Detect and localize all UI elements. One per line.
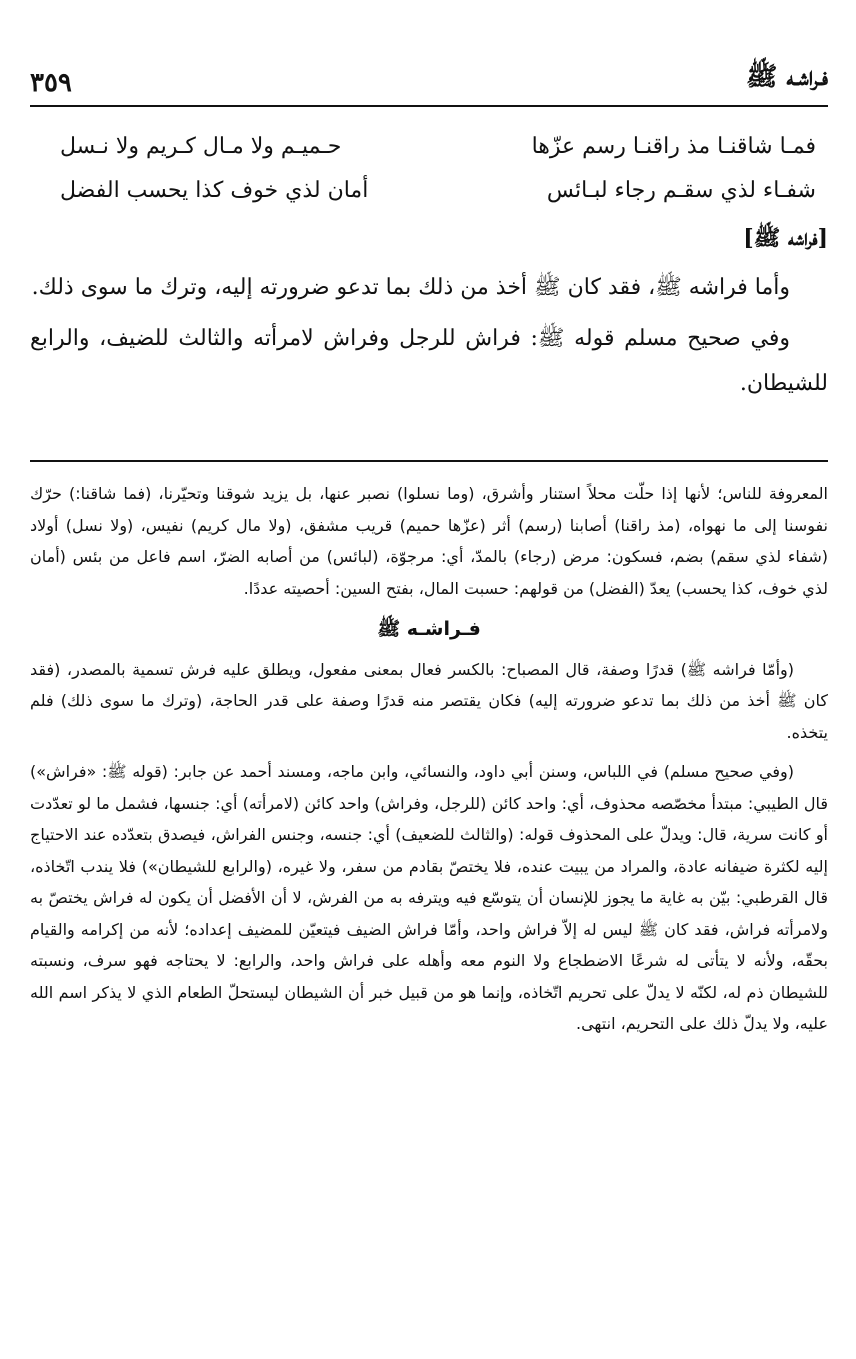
verse-line xyxy=(60,125,816,169)
verse-first-hemistich: فمـا شاقنـا مذ راقنـا رسم عزّها xyxy=(531,134,816,159)
verse-second-hemistich: أمان لذي خوف كذا يحسب الفضل xyxy=(60,178,369,203)
poem-block xyxy=(60,125,816,213)
commentary-section-heading: فـراشـه ﷺ xyxy=(377,618,481,640)
main-text xyxy=(30,216,828,412)
header-title: فـراشـه ﷺ xyxy=(746,62,828,92)
commentary-paragraph: (وأمّا فراشه ﷺ) قدرًا وصفة، قال المصباح: بالكسر فعال بمعنى مفعول، ويطلق عليه فرش تسمية بالمصدر، (فقد كان ﷺ أخذ من ذلك بما تدعو ضرورته إليه) فكان يقتصر منه قدرًا وصفة على قدر الحاجة، (وترك ما سوى ذلك) فلم يتخذه. xyxy=(30,659,828,742)
header-divider xyxy=(30,105,828,107)
page-number: ٣٥٩ xyxy=(30,68,72,98)
commentary-text xyxy=(30,478,828,1048)
section-heading: [فراشه ﷺ] xyxy=(743,225,828,251)
main-paragraph: وأما فراشه ﷺ، فقد كان ﷺ أخذ من ذلك بما تدعو ضرورته إليه، وترك ما سوى ذلك. xyxy=(31,275,790,300)
commentary-paragraph: (وفي صحيح مسلم) في اللباس، وسنن أبي داود، والنسائي، وابن ماجه، ومسند أحمد عن جابر: (قوله ﷺ: «فراش») قال الطيبي: مبتدأ مخصّصه محذوف، أي: واحد كائن (للرجل، وفراش) واحد كائن (لامرأته) أي: جنسها، فشمل ما لو تعدّدت أو كانت سرية، قال: ويدلّ على المحذوف قوله: (والثالث للضعيف) أي: جنسه، وجنس الفراش، فيصدق بتعدّده عند الاحتياج إليه لكثرة ضيفانه عادة، والمراد من يبيت عنده، فلا يختصّ بقادم من سفر، ولا غيره، (والرابع للشيطان») فلا يندب اتّخاذه، قال القرطبي: بيّن به غاية ما يجوز للإنسان أن يتوسّع فيه ويترفه به من الفرش، لا أن الأفضل أن يكون له فراش يختصّ به ولامرأته فراش، فقد كان ﷺ ليس له إلاّ فراش واحد، وأمّا فراش الضيف فيتعيّن للمضيف إعداده؛ لأنه من إكرامه والقيام بحقّه، ولأنه لا يتأتى له شرعًا الاضطجاع ولا النوم معه وأهله على فراش واحد، والرابع: لا يحتاجه فهو سرف، ونسبته للشيطان ذم له، لكنّه لا يدلّ على تحريم اتّخاذه، وإنما هو من قبيل خبر أن الشيطان ليستحلّ الطعام الذي لا يذكر اسم الله عليه، ولا يدلّ ذلك على التحريم، انتهى. xyxy=(30,762,828,1033)
commentary-paragraph: المعروفة للناس؛ لأنها إذا حلّت محلاً استنار وأشرق، (وما نسلوا) نصبر عنها، بل يزيد شوقنا وتحيّرنا، (فما شاقنا:) حرّك نفوسنا إلى ما نهواه، (مذ راقنا) أصابنا (رسم) أثر (عزّها حميم) قريب مشفق، (ولا مال كريم) نفيس، (ولا نسل) أولاد (شفاء لذي سقم) بضم، فسكون: مرض (رجاء) بالمدّ، أي: مرجوّة، (لبائس) من أصابه الضرّ، اسم فاعل من بئس (أمان لذي خوف، كذا يحسب) يعدّ (الفضل) من قولهم: حسبت المال، بفتح السين: أحصيته عددًا. xyxy=(30,484,828,598)
running-header xyxy=(30,64,828,98)
verse-line xyxy=(60,169,816,213)
verse-first-hemistich: شفـاء لذي سقـم رجاء لبـائس xyxy=(546,178,816,203)
text-commentary-divider xyxy=(30,460,828,462)
verse-second-hemistich: حـميـم ولا مـال كـريم ولا نـسل xyxy=(60,134,342,159)
main-paragraph: وفي صحيح مسلم قوله ﷺ: فراش للرجل وفراش لامرأته والثالث للضيف، والرابع للشيطان. xyxy=(30,326,828,396)
